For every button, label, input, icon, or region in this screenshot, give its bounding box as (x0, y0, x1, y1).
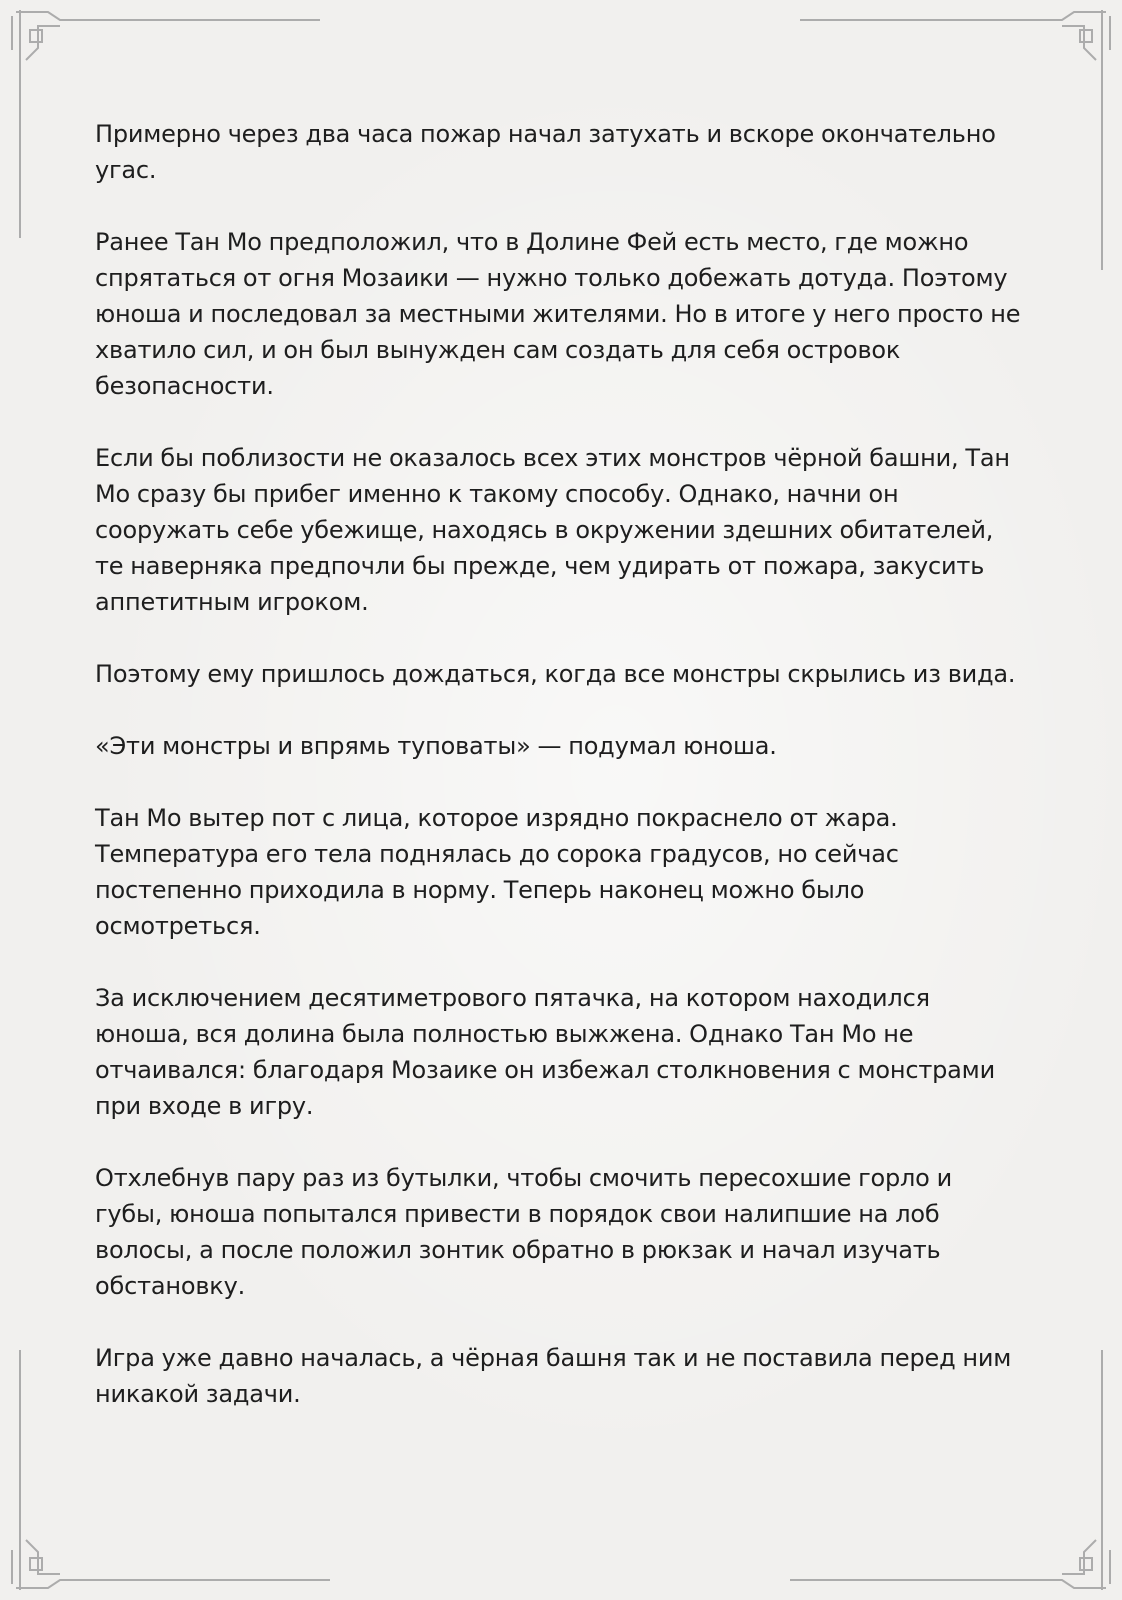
paragraph: Ранее Тан Мо предположил, что в Долине Фей есть место, где можно спрятаться от огня Мозаики — нужно только добежать дотуда. Поэтому юноша и последовал за местными жителями. Но в итоге у него просто не хватило сил, и он был вынужден сам создать для себя островок безопасности. (95, 228, 1021, 400)
body-text (95, 116, 1025, 1448)
paragraph: Примерно через два часа пожар начал затухать и вскоре окончательно угас. (95, 120, 996, 184)
paragraph: «Эти монстры и впрямь туповаты» — подумал юноша. (95, 732, 777, 760)
paragraph: Игра уже давно началась, а чёрная башня так и не поставила перед ним никакой задачи. (95, 1344, 1012, 1408)
paragraph: За исключением десятиметрового пятачка, на котором находился юноша, вся долина была полностью выжжена. Однако Тан Мо не отчаивался: благодаря Мозаике он избежал столкновения с монстрами при входе в игру. (95, 984, 995, 1120)
paragraph: Если бы поблизости не оказалось всех этих монстров чёрной башни, Тан Мо сразу бы прибег именно к такому способу. Однако, начни он сооружать себе убежище, находясь в окружении здешних обитателей, те наверняка предпочли бы прежде, чем удирать от пожара, закусить аппетитным игроком. (95, 444, 1010, 616)
paragraph: Отхлебнув пару раз из бутылки, чтобы смочить пересохшие горло и губы, юноша попытался привести в порядок свои налипшие на лоб волосы, а после положил зонтик обратно в рюкзак и начал изучать обстановку. (95, 1164, 952, 1300)
paragraph: Поэтому ему пришлось дождаться, когда все монстры скрылись из вида. (95, 660, 1016, 688)
paragraph: Тан Мо вытер пот с лица, которое изрядно покраснело от жара. Температура его тела поднялась до сорока градусов, но сейчас постепенно приходила в норму. Теперь наконец можно было осмотреться. (95, 804, 899, 940)
